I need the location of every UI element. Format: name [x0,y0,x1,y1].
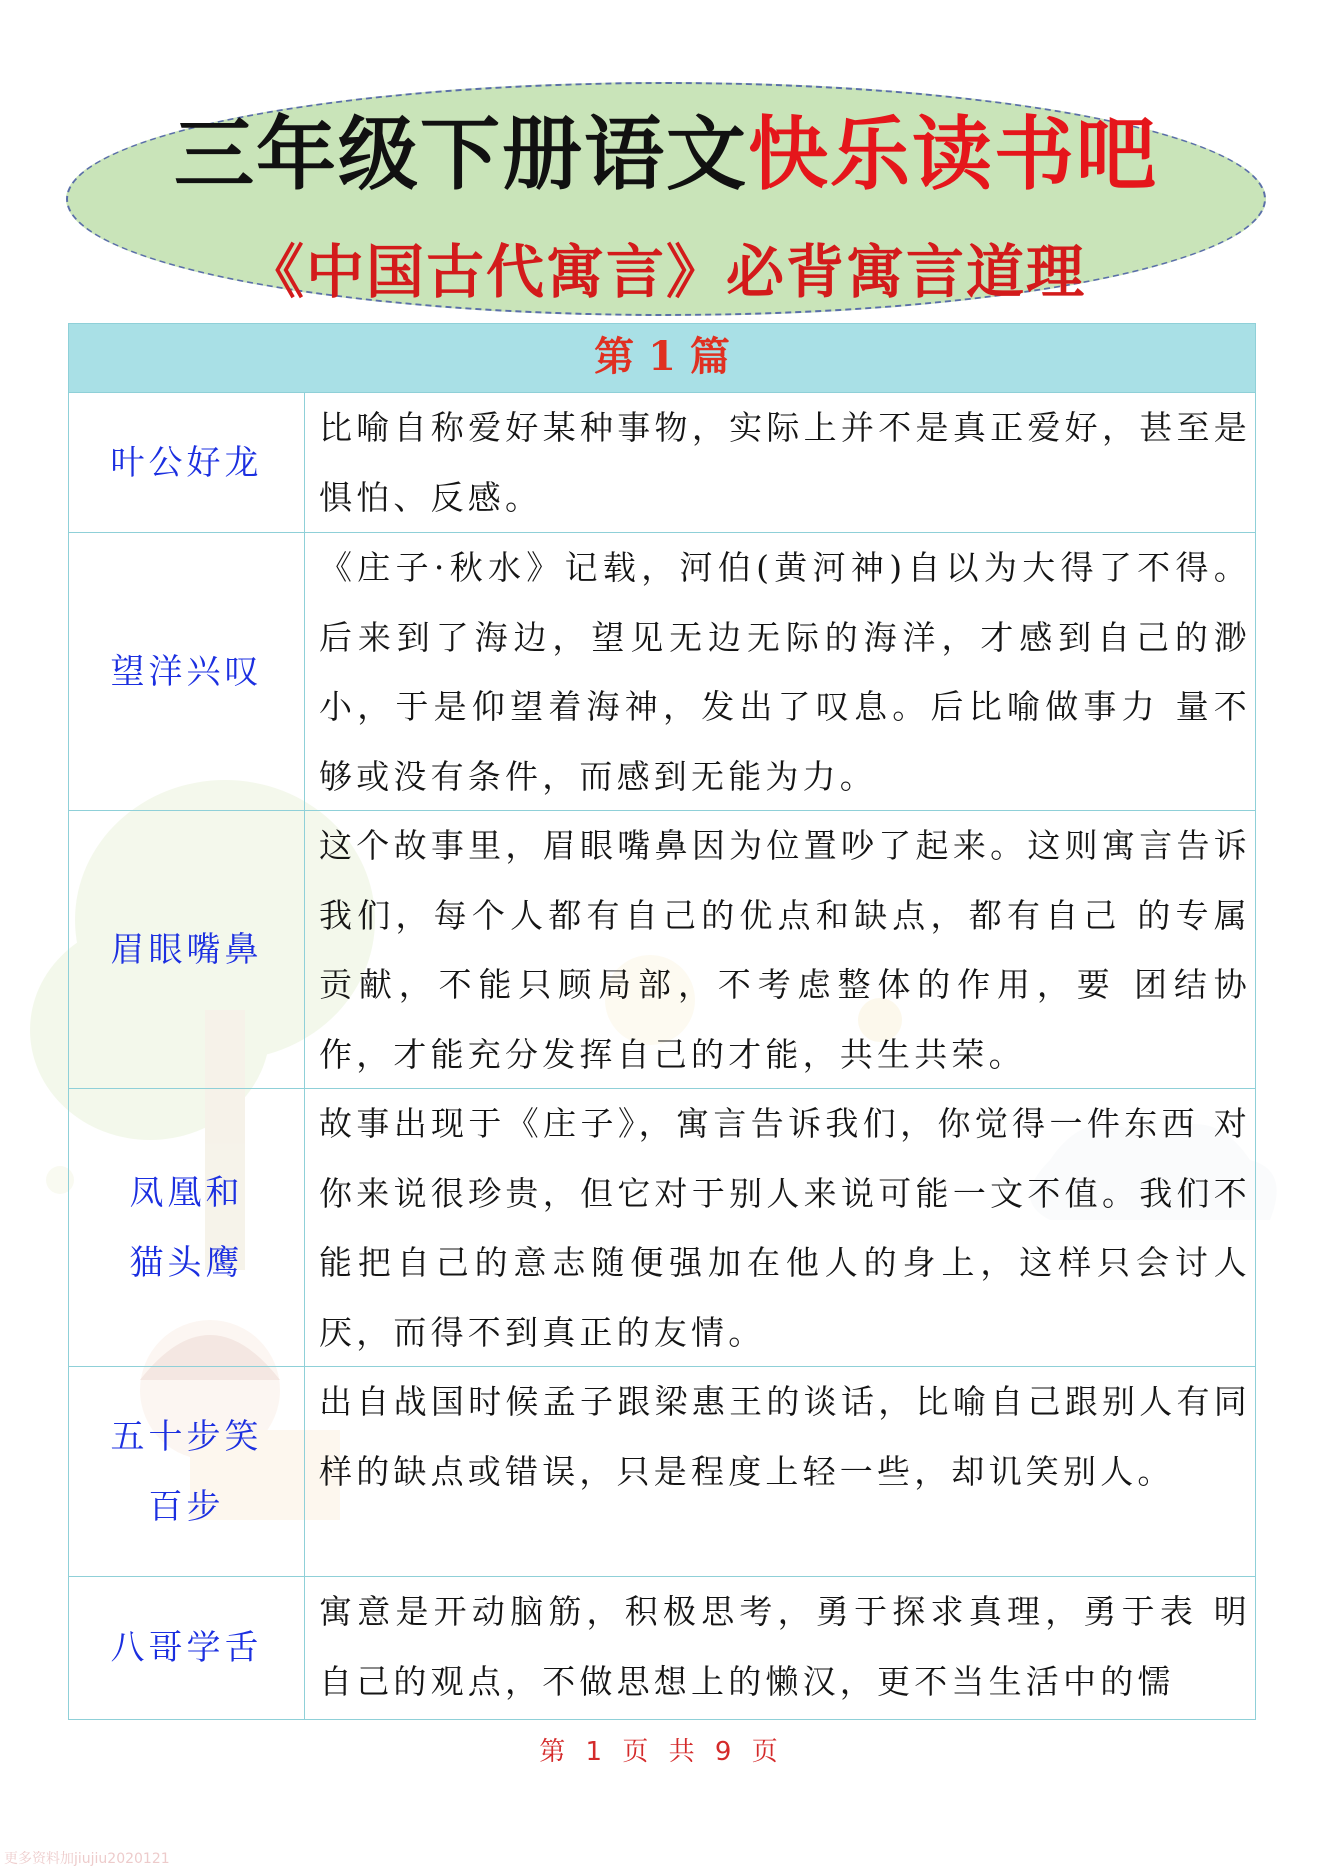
title-highlight: 快乐读书吧 [748,108,1158,201]
table-row [68,393,1256,533]
table-row [68,1577,1256,1720]
fable-meaning: 故事出现于《庄子》，寓言告诉我们，你觉得一件东西 对你来说很珍贵，但它对于别人来说可能一文不值。我们不能把自己的意志随便强加在他人的身上，这样只会讨人厌，而得不到真正的友情。 [319,1104,1251,1352]
page-number: 第 1 页 共 9 页 [539,1737,784,1767]
title-grade: 三年级下册语文 [174,108,748,201]
page-title [66,100,1266,210]
fable-name: 凤凰和猫头鹰 [69,1089,305,1366]
fable-meaning: 比喻自称爱好某种事物，实际上并不是真正爱好，甚至是惧怕、反感。 [319,408,1251,517]
fable-meaning: 《庄子·秋水》记载，河伯(黄河神)自以为大得了不得。后来到了海边，望见无边无际的海洋，才感到自己的渺小，于是仰望着海神，发出了叹息。后比喻做事力 量不够或没有条件，而感到无能为力。 [319,548,1251,796]
table-row [68,1089,1256,1367]
fable-name: 五十步笑百步 [69,1367,305,1576]
table-row [68,811,1256,1089]
fable-meaning: 寓意是开动脑筋，积极思考，勇于探求真理，勇于表 明自己的观点，不做思想上的懒汉，更不当生活中的懦 [319,1592,1251,1701]
fable-name: 眉眼嘴鼻 [69,811,305,1088]
watermark-text: 更多资料加jiujiu2020121 [4,1851,170,1867]
page-subtitle: 《中国古代寓言》必背寓言道理 [245,238,1086,306]
fable-name: 八哥学舌 [69,1577,305,1719]
table-row [68,533,1256,811]
section-header: 第 1 篇 [68,323,1256,393]
fable-table [68,323,1256,1720]
fable-meaning: 出自战国时候孟子跟梁惠王的谈话，比喻自己跟别人有同样的缺点或错误，只是程度上轻一些，却讥笑别人。 [319,1382,1251,1491]
fable-meaning: 这个故事里，眉眼嘴鼻因为位置吵了起来。这则寓言告诉我们，每个人都有自己的优点和缺点，都有自己 的专属贡献，不能只顾局部，不考虑整体的作用，要 团结协作，才能充分发挥自己的才能，共生共荣。 [319,826,1251,1074]
fable-name: 叶公好龙 [69,393,305,532]
table-row [68,1367,1256,1577]
fable-name: 望洋兴叹 [69,533,305,810]
